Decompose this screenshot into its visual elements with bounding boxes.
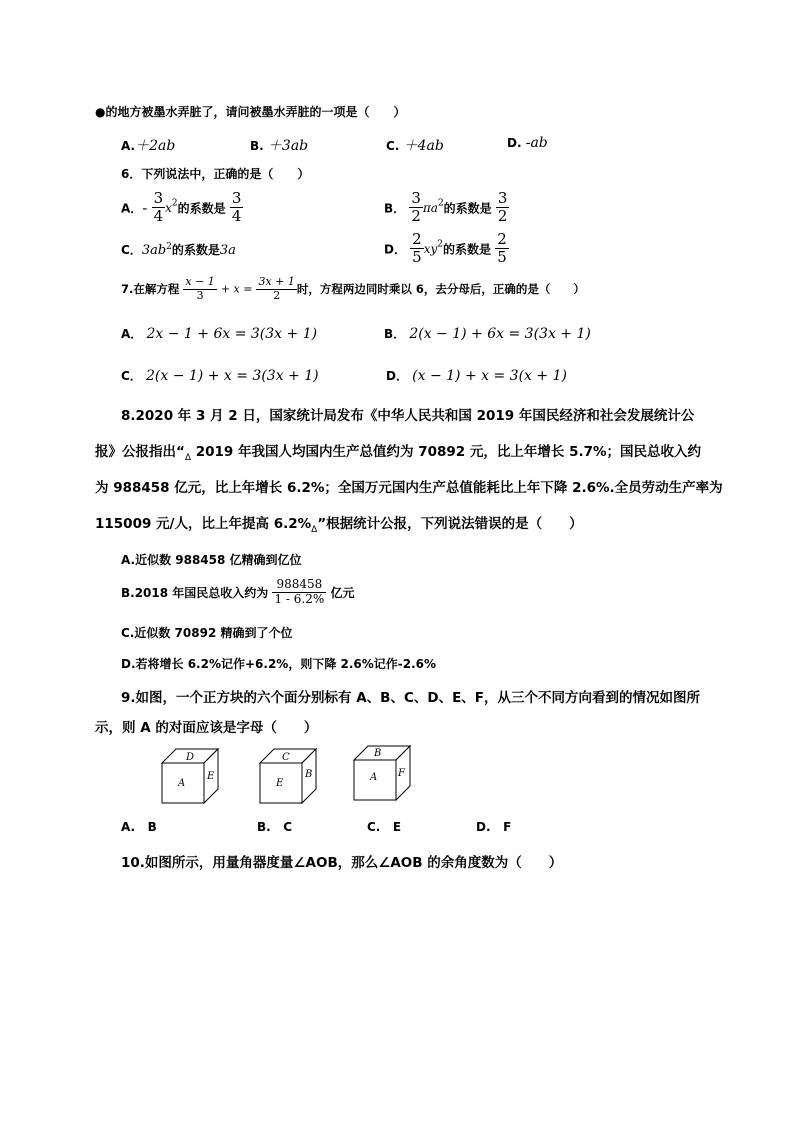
- q5-option-c: C. ＋4ab: [386, 138, 444, 154]
- q9-option-b: B. C: [257, 820, 293, 834]
- q8-option-c: C.近似数 70892 精确到了个位: [121, 626, 293, 640]
- q6-option-c: C．$3ab^2$的系数是3a: [121, 242, 236, 258]
- q9-option-a: A. B: [121, 820, 157, 834]
- q9-option-d: D. F: [476, 820, 512, 834]
- cube-1-top-label: D: [186, 752, 195, 763]
- q5-stem: ●的地方被墨水弄脏了，请问被墨水弄脏的一项是（ ）: [95, 105, 406, 119]
- q8-option-d: D.若将增长 6.2%记作+6.2%，则下降 2.6%记作-2.6%: [121, 657, 437, 671]
- cube-2-top-label: C: [282, 752, 290, 763]
- cube-view-2: [258, 745, 318, 805]
- cube-3-top-label: B: [374, 748, 382, 759]
- cube-view-3: [352, 742, 412, 802]
- cube-2-front-label: E: [276, 778, 284, 789]
- q9-option-c: C. E: [367, 820, 402, 834]
- q8-line-2: 报》公报指出“$_\Delta$ 2019 年我国人均国内生产总值约为 70892 元，比上年增长 5.7%；国民总收入约: [95, 444, 702, 463]
- q9-line-2: 示，则 A 的对面应该是字母（ ）: [95, 720, 318, 736]
- q7-option-d: D． (x − 1) + x = 3(x + 1): [386, 368, 567, 384]
- q6-option-b: B． $\frac{3}{2}$ $\pi a^2$的系数是 $\frac{3}{2}$: [384, 189, 508, 226]
- q8-line-3: 为 988458 亿元，比上年增长 6.2%；全国万元国内生产总值能耗比上年下降 2.6%.全员劳动生产率为: [95, 480, 723, 496]
- q7-stem: 7.在解方程 $\frac{x - 1}{3}$ + x = $\frac{3x + 1}{2}$ 时，方程两边同时乘以 6，去分母后，正确的是（ ）: [121, 275, 585, 302]
- q7-option-a: A． 2x − 1 + 6x = 3(3x + 1): [121, 326, 318, 342]
- q8-option-a: A.近似数 988458 亿精确到亿位: [121, 553, 302, 567]
- cube-2-side-label: B: [305, 769, 313, 780]
- q6-stem: 6．下列说法中，正确的是（ ）: [121, 167, 310, 181]
- q10-stem: 10.如图所示，用量角器度量∠AOB，那么∠AOB 的余角度数为（ ）: [121, 855, 563, 871]
- cube-1-side-label: E: [207, 771, 215, 782]
- q8-line-1: 8.2020 年 3 月 2 日，国家统计局发布《中华人民共和国 2019 年国民经济和社会发展统计公: [121, 408, 695, 424]
- q5-option-d: D. -ab: [507, 135, 548, 151]
- cube-3-front-label: A: [370, 772, 378, 783]
- q6-option-d: D． $\frac{2}{5}$ $xy^2$的系数是 $\frac{2}{5}$: [384, 230, 507, 267]
- cube-view-1: [160, 745, 220, 805]
- cube-3-side-label: F: [398, 768, 405, 779]
- cube-1-front-label: A: [178, 778, 186, 789]
- q9-line-1: 9.如图，一个正方块的六个面分别标有 A、B、C、D、E、F，从三个不同方向看到的情况如图所: [121, 690, 701, 706]
- q5-option-a: A.＋2ab: [121, 138, 176, 154]
- q7-option-b: B． 2(x − 1) + 6x = 3(3x + 1): [384, 326, 591, 342]
- q8-line-4: 115009 元/人，比上年提高 $6.2\%_\Delta$”根据统计公报，下列说法错误的是（ ）: [95, 516, 583, 535]
- q7-option-c: C． 2(x − 1) + x = 3(3x + 1): [121, 368, 319, 384]
- q8-option-b: B.2018 年国民总收入约为 $\frac{988458}{1 - 6.2\%}$ 亿元: [121, 577, 355, 606]
- q6-option-a: A．- $\frac{3}{4}$ $x^2$的系数是 $\frac{3}{4}$: [121, 189, 242, 226]
- q5-option-b: B. ＋3ab: [250, 138, 309, 154]
